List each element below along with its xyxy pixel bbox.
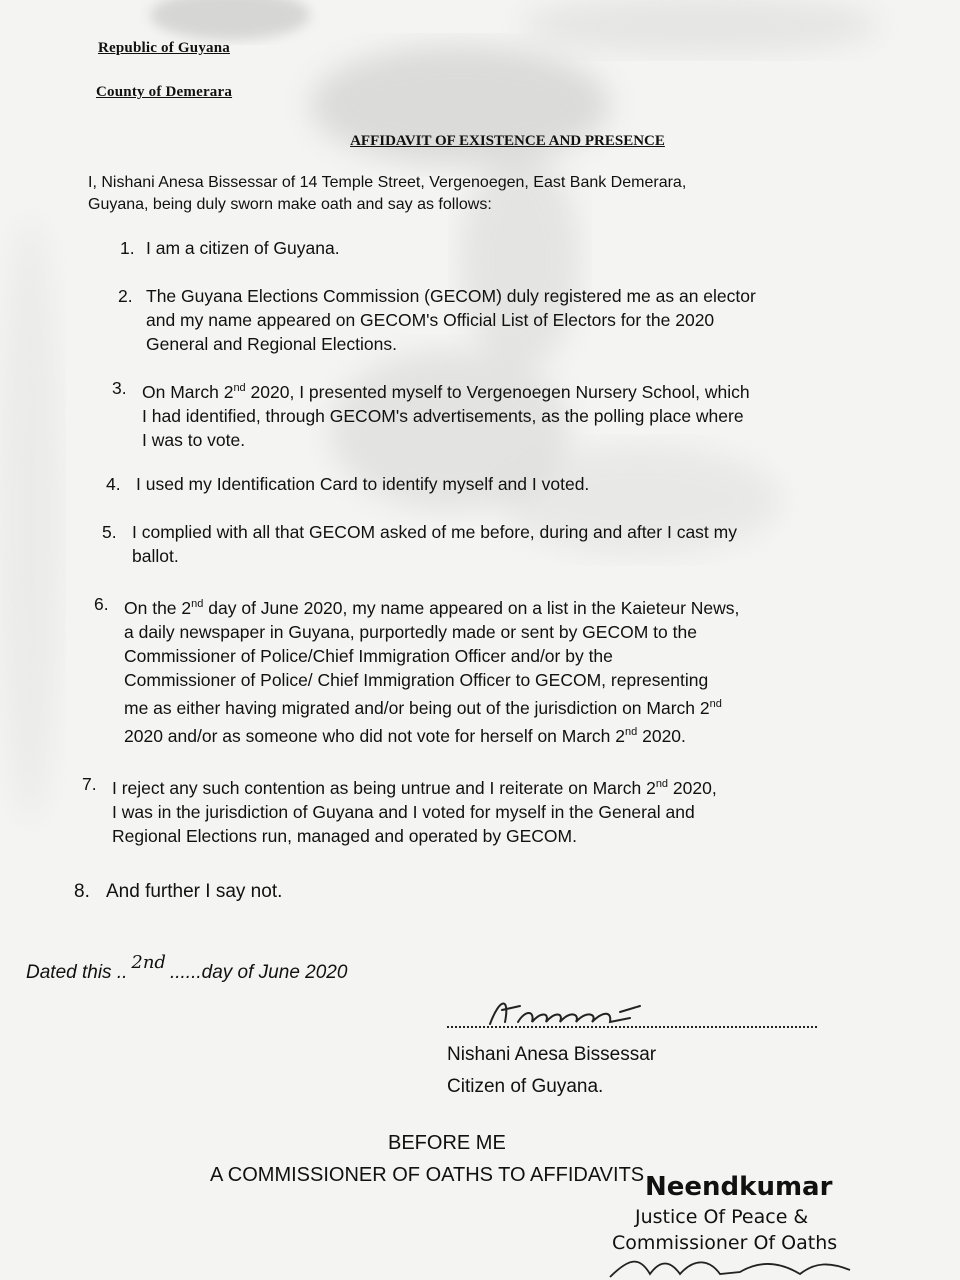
intro-line-2: Guyana, being duly sworn make oath and say as follows: xyxy=(88,196,492,213)
paragraph-number: 7. xyxy=(82,774,97,794)
paragraph-number: 4. xyxy=(106,474,121,494)
paragraph-line: I reject any such contention as being untrue and I reiterate on March 2nd 2020, xyxy=(112,777,717,798)
paragraph-number: 6. xyxy=(94,594,109,614)
stamp-role-justice: Justice Of Peace & xyxy=(635,1206,809,1228)
paragraph-line: me as either having migrated and/or being out of the jurisdiction on March 2nd xyxy=(124,697,722,718)
paragraph-number: 1. xyxy=(120,238,135,258)
paragraph-line: I was in the jurisdiction of Guyana and I voted for myself in the General and xyxy=(112,801,695,822)
paragraph-line: a daily newspaper in Guyana, purportedly made or sent by GECOM to the xyxy=(124,621,697,642)
paragraph-line: and my name appeared on GECOM's Official List of Electors for the 2020 xyxy=(146,310,715,330)
stamp-signature-scribble xyxy=(600,1252,860,1280)
signatory-title: Citizen of Guyana. xyxy=(447,1076,604,1097)
paragraph-line: Regional Elections run, managed and operated by GECOM. xyxy=(112,825,577,846)
paragraph-number: 2. xyxy=(118,286,133,306)
affidavit-title: AFFIDAVIT OF EXISTENCE AND PRESENCE xyxy=(350,133,665,149)
paragraph-line: On March 2nd 2020, I presented myself to Vergenoegen Nursery School, which xyxy=(142,381,750,402)
intro-paragraph xyxy=(88,172,828,216)
dated-line xyxy=(26,952,348,984)
paragraph-line: I used my Identification Card to identify myself and I voted. xyxy=(136,474,590,494)
commissioner-label: A COMMISSIONER OF OATHS TO AFFIDAVITS xyxy=(210,1164,645,1186)
paragraph-line: ballot. xyxy=(132,546,179,566)
stamp-name: Neendkumar xyxy=(645,1172,833,1202)
paragraph-line: And further I say not. xyxy=(106,881,283,902)
handwritten-day: 2nd xyxy=(131,952,166,973)
before-me-label: BEFORE ME xyxy=(388,1132,506,1154)
county-heading: County of Demerara xyxy=(96,84,233,100)
handwritten-signature xyxy=(480,992,660,1042)
signature-line xyxy=(447,1026,817,1028)
paragraph-number: 8. xyxy=(74,881,90,902)
paragraph-number: 5. xyxy=(102,522,117,542)
paragraph-line: I had identified, through GECOM's advertisements, as the polling place where xyxy=(142,405,744,426)
signatory-name: Nishani Anesa Bissessar xyxy=(447,1044,657,1065)
republic-heading: Republic of Guyana xyxy=(98,40,230,56)
stamp-role-commissioner: Commissioner Of Oaths xyxy=(612,1232,838,1254)
paragraph-line: I was to vote. xyxy=(142,429,246,450)
paragraph-line: I complied with all that GECOM asked of me before, during and after I cast my xyxy=(132,522,737,542)
dated-prefix: Dated this .. xyxy=(26,962,128,983)
paragraph-line: Commissioner of Police/ Chief Immigration Officer to GECOM, representing xyxy=(124,669,709,690)
paragraph-line: On the 2nd day of June 2020, my name appeared on a list in the Kaieteur News, xyxy=(124,597,740,618)
paragraph-line: I am a citizen of Guyana. xyxy=(146,238,340,258)
paragraph-line: General and Regional Elections. xyxy=(146,334,397,354)
dated-suffix: ......day of June 2020 xyxy=(169,962,348,983)
paragraph-line: The Guyana Elections Commission (GECOM) duly registered me as an elector xyxy=(146,286,756,306)
paragraph-line: Commissioner of Police/Chief Immigration Officer and/or by the xyxy=(124,645,613,666)
paragraph-line: 2020 and/or as someone who did not vote for herself on March 2nd 2020. xyxy=(124,725,686,746)
paragraph-number: 3. xyxy=(112,378,127,398)
intro-line-1: I, Nishani Anesa Bissessar of 14 Temple Street, Vergenoegen, East Bank Demerara, xyxy=(88,174,687,191)
